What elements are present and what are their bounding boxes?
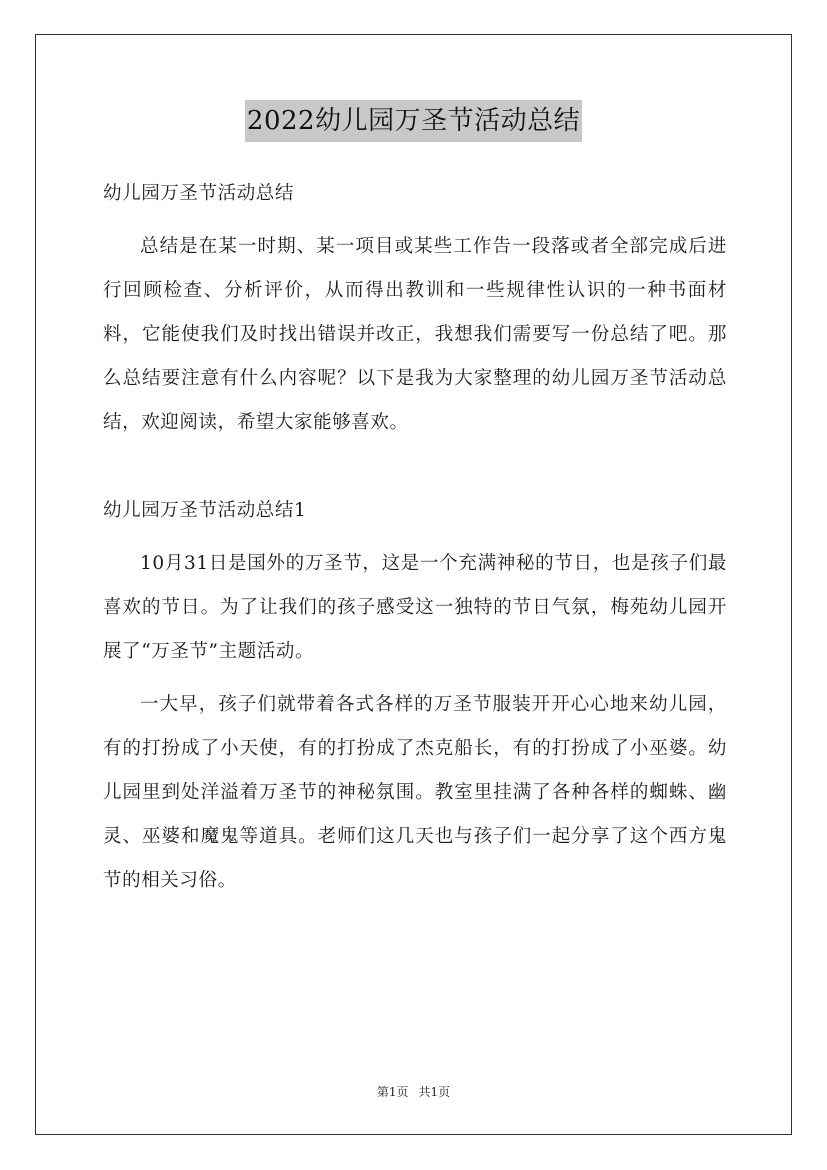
document-title: 2022幼儿园万圣节活动总结: [245, 100, 582, 142]
spacer: [103, 533, 727, 542]
total-pages: 共1页: [418, 1085, 451, 1099]
section-spacer: [103, 445, 727, 489]
title-container: [0, 100, 827, 142]
spacer: [103, 216, 727, 225]
section-paragraph-1: 10月31日是国外的万圣节，这是一个充满神秘的节日，也是孩子们最喜欢的节日。为了让我们的孩子感受这一独特的节日气氛，梅苑幼儿园开展了“万圣节”主题活动。: [103, 553, 727, 662]
page-footer: [0, 1083, 827, 1100]
section-heading: 幼儿园万圣节活动总结1: [103, 500, 307, 521]
page-number: 第1页: [376, 1085, 409, 1099]
spacer: [103, 674, 727, 683]
document-body: [103, 172, 727, 903]
document-subtitle: 幼儿园万圣节活动总结: [103, 183, 295, 204]
intro-paragraph: 总结是在某一时期、某一项目或某些工作告一段落或者全部完成后进行回顾检查、分析评价，从而得出教训和一些规律性认识的一种书面材料，它能使我们及时找出错误并改正，我想我们需要写一份总结了吧。那么总结要注意有什么内容呢？以下是我为大家整理的幼儿园万圣节活动总结，欢迎阅读，希望大家能够喜欢。: [103, 236, 727, 433]
section-paragraph-2: 一大早，孩子们就带着各式各样的万圣节服装开开心心地来幼儿园，有的打扮成了小天使，有的打扮成了杰克船长，有的打扮成了小巫婆。幼儿园里到处洋溢着万圣节的神秘氛围。教室里挂满了各种各样的蜘蛛、幽灵、巫婆和魔鬼等道具。老师们这几天也与孩子们一起分享了这个西方鬼节的相关习俗。: [103, 694, 727, 891]
